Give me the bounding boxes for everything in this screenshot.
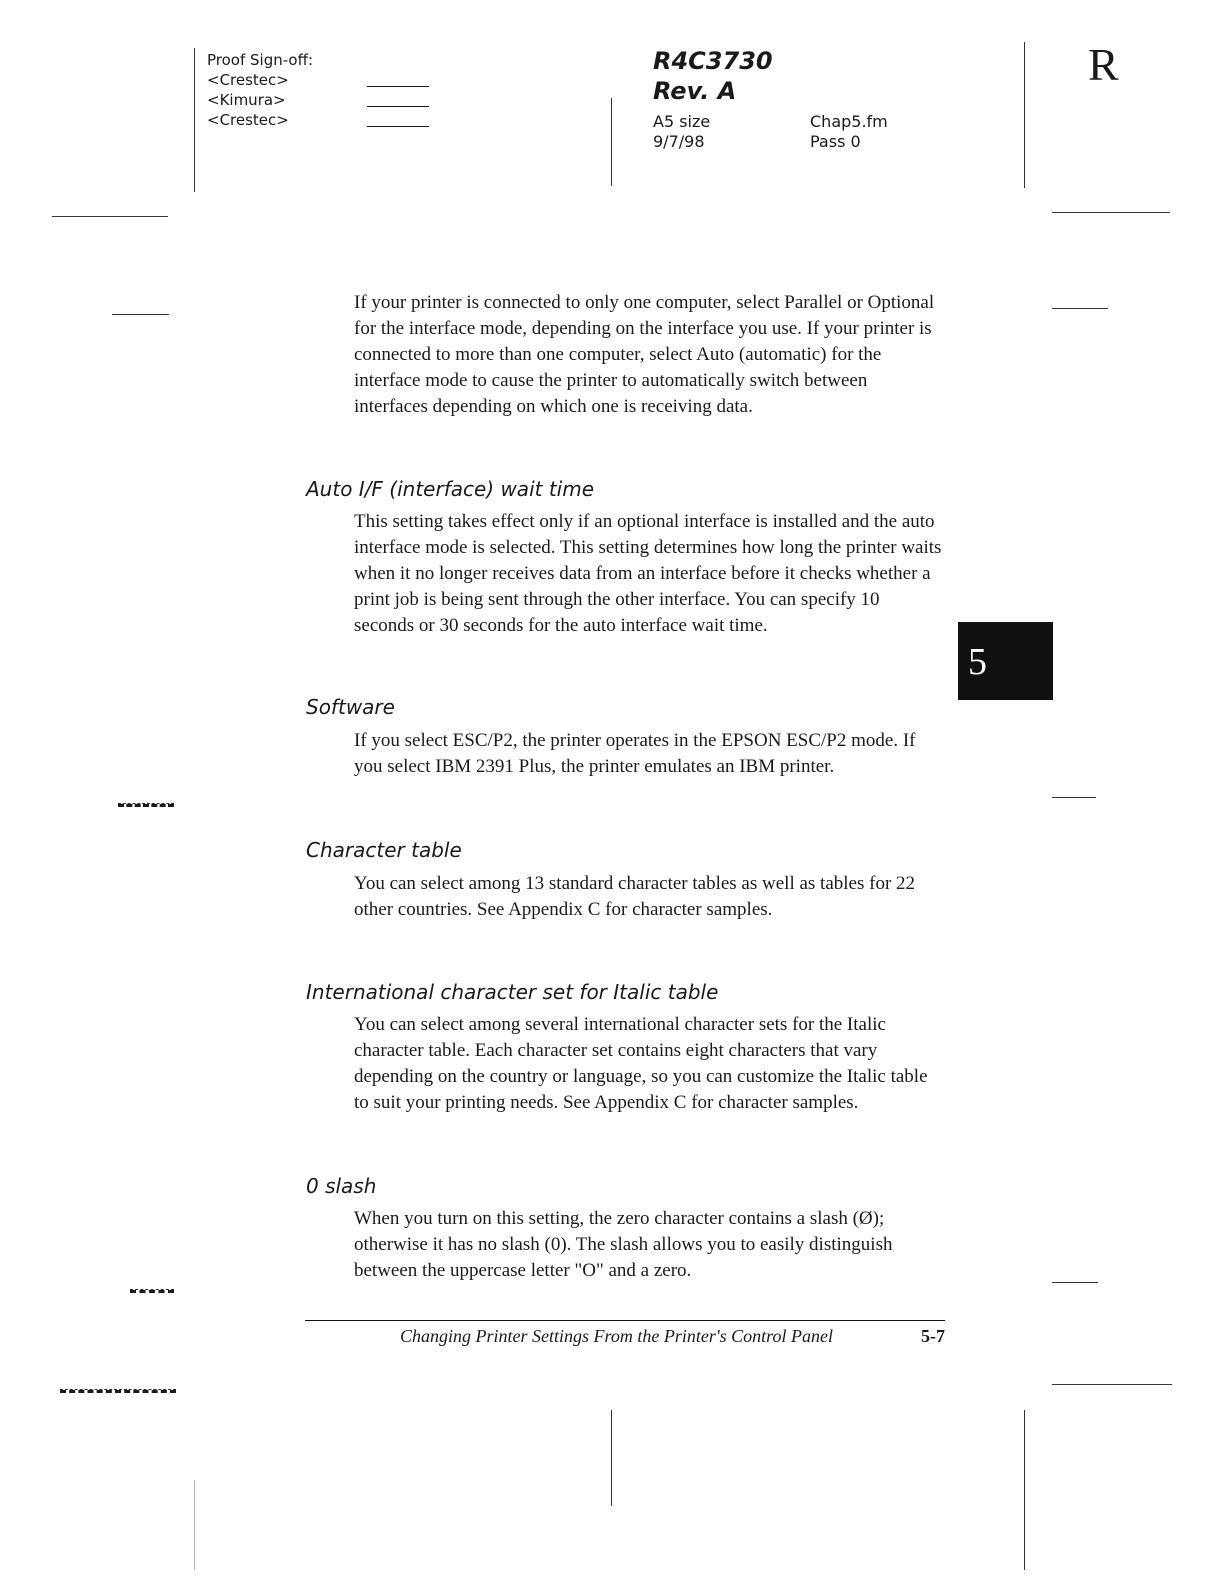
crop-mark <box>194 48 195 192</box>
print-date: 9/7/98 <box>653 132 705 151</box>
file-name: Chap5.fm <box>810 112 888 131</box>
corner-letter: R <box>1088 39 1119 90</box>
crop-mark <box>118 803 174 807</box>
section-body: If you select ESC/P2, the printer operates in the EPSON ESC/P2 mode. If you select IBM 2391 Plus, the printer emulates an IBM printer. <box>354 730 916 777</box>
crop-mark <box>60 1389 176 1393</box>
section-heading: Auto I/F (interface) wait time <box>306 477 595 501</box>
model-code: R4C3730 <box>653 47 773 75</box>
signoff-row <box>207 90 313 110</box>
crop-mark <box>611 98 612 186</box>
footer-title: Changing Printer Settings From the Printer's Control Panel <box>400 1326 834 1346</box>
crop-mark <box>52 216 168 217</box>
section-body: This setting takes effect only if an optional interface is installed and the auto interface mode is selected. This setting determines how long the printer waits when it no longer receives data from an interface before it checks whether a print job is being sent through the other interface. You can specify 10 seconds or 30 seconds for the auto interface wait time. <box>354 511 942 636</box>
section-body: You can select among several international character sets for the Italic character table. Each character set contains eight characters that vary depending on the country or language, so you can customize the Italic table to suit your printing needs. See Appendix C for character samples. <box>354 1014 928 1113</box>
section-body: You can select among 13 standard character tables as well as tables for 22 other countries. See Appendix C for character samples. <box>354 873 916 920</box>
signoff-name: <Crestec> <box>207 71 289 89</box>
section-heading: Software <box>306 695 395 719</box>
signoff-name: <Crestec> <box>207 111 289 129</box>
signoff-row <box>207 70 313 90</box>
crop-mark <box>1052 1282 1098 1283</box>
revision: Rev. A <box>653 77 737 105</box>
signature-line <box>367 106 429 107</box>
crop-mark <box>1052 308 1108 309</box>
signoff-name: <Kimura> <box>207 91 286 109</box>
intro-paragraph: If your printer is connected to only one computer, select Parallel or Optional for the interface mode, depending on the interface you use. If your printer is connected to more than one computer, select Auto (automatic) for the interface mode to cause the printer to automatically switch between interfaces depending on which one is receiving data. <box>354 292 935 417</box>
meta-right <box>810 112 888 152</box>
crop-mark <box>611 1410 612 1506</box>
crop-mark <box>1024 42 1025 188</box>
signature-line <box>367 86 429 87</box>
signature-line <box>367 126 429 127</box>
section-heading: International character set for Italic table <box>306 980 719 1004</box>
page-number: 5-7 <box>921 1326 945 1346</box>
section-body: When you turn on this setting, the zero character contains a slash (Ø); otherwise it has no slash (0). The slash allows you to easily distinguish between the uppercase letter "O" and a zero. <box>354 1208 893 1281</box>
model-code-block <box>653 46 773 106</box>
crop-mark <box>1052 1384 1172 1385</box>
meta-left <box>653 112 710 152</box>
crop-mark <box>1052 212 1170 213</box>
chapter-tab <box>958 622 1053 700</box>
crop-mark <box>112 314 169 315</box>
crop-mark <box>130 1289 174 1293</box>
proof-signoff-block <box>207 50 313 130</box>
page-footer <box>400 1326 945 1347</box>
crop-mark <box>1024 1410 1025 1570</box>
pass-number: Pass 0 <box>810 132 861 151</box>
section-heading: 0 slash <box>306 1174 377 1198</box>
page-size: A5 size <box>653 112 711 131</box>
crop-mark <box>194 1480 195 1570</box>
chapter-number: 5 <box>968 641 987 683</box>
crop-mark <box>1052 797 1096 798</box>
proof-signoff-title: Proof Sign-off: <box>207 51 313 69</box>
signoff-row <box>207 110 313 130</box>
footer-rule <box>305 1320 945 1321</box>
section-heading: Character table <box>306 838 462 862</box>
